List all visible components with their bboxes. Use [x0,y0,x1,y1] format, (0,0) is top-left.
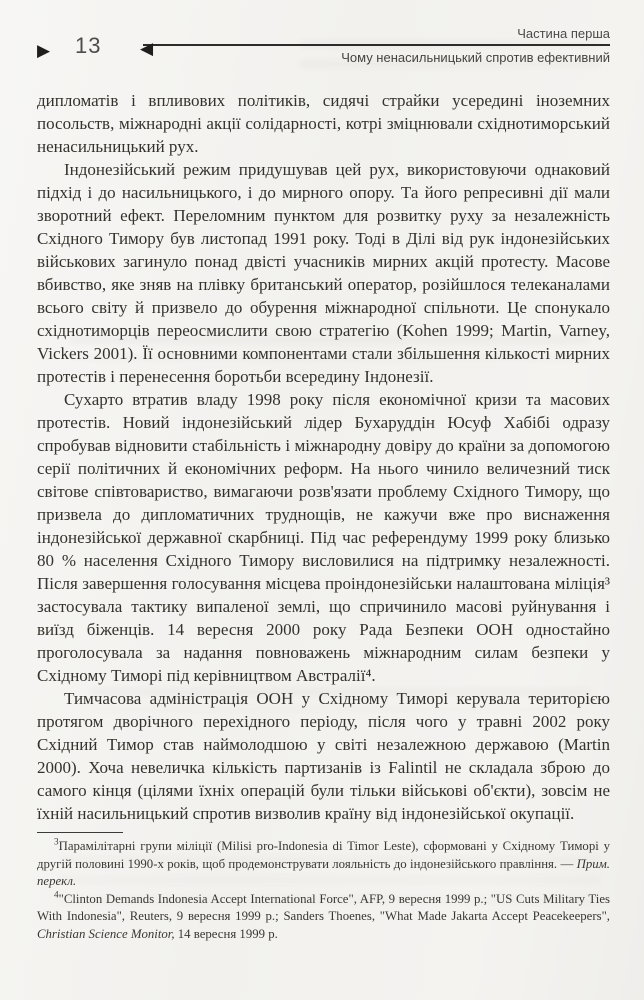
footnotes-section [37,832,610,943]
body-text [37,89,610,825]
right-triangle-icon: ▶ [37,41,51,60]
chapter-title: Чому ненасильницький спротив ефективний [341,50,610,65]
footnote-italic-text: Прим. перекл. [37,856,610,888]
page-header [37,26,610,74]
footnote-4 [37,891,610,944]
paragraph: Сухарто втратив владу 1998 року після економічної кризи та масових протестів. Новий індонезійський лідер Бухаруддін Юсуф Хабібі одразу спробував відновити стабільність і міжнародну довіру до країни за допомогою серії політичних й економічних реформ. На нього чинило величезний тиск світове співтовариство, вимагаючи розв'язати проблему Східного Тимору, що призвела до дипломатичних труднощів, не кажучи вже про виснаження індонезійської державної скарбниці. Під час референдуму 1999 року близько 80 % населення Східного Тимору висловилися на підтримку незалежності. Після завершення голосування місцева проіндонезійськи налаштована міліція³ застосувала тактику випаленої землі, що спричинило масові руйнування і виїзд біженців. 14 вересня 2000 року Рада Безпеки ООН одностайно проголосувала за надання повноважень міжнародним силам безпеки у Східному Тиморі під керівництвом Австралії⁴. [37,390,610,685]
running-head [140,26,610,65]
footnote-text: Парамілітарні групи міліції (Milisi pro-Indonesia di Timor Leste), сформовані у Східному Тиморі у другій половині 1990-х років, щоб продемонструвати лояльність до індонезійського правління. — [37,839,610,871]
footnote-3 [37,838,610,891]
footnote-marker: 4 [54,889,59,900]
footnote-text: 14 вересня 1999 р. [174,926,278,941]
page-number: 13 [75,33,102,58]
part-label: Частина перша [143,26,610,46]
paragraph: Тимчасова адміністрація ООН у Східному Тиморі керувала територією протягом дворічного перехідного періоду, після чого у травні 2002 року Східний Тимор став наймолодшою у світі незалежною державою (Martin 2000). Хоча невеличка кількість партизанів із Falintil не складала зброю до самого кінця (цілями їхніх операцій були тільки військові об'єкти), зовсім не їхній насильницький спротив визволив країну від індонезійської окупації. [37,689,610,823]
footnote-italic-text: Christian Science Monitor, [37,926,175,941]
left-triangle-icon: ◀ [140,39,154,58]
footnote-text: "Clinton Demands Indonesia Accept International Force", AFP, 9 вересня 1999 р.; "US Cuts Military Ties With Indonesia", Reuters, 9 вересня 1999 р.; Sanders Thoenes, "What Made Jakarta Accept Peacekeepers", [37,891,610,923]
footnote-marker: 3 [54,836,59,847]
footnote-separator [37,832,123,833]
paragraph: Індонезійський режим придушував цей рух, використовуючи однаковий підхід і до насильницького, і до мирного опору. Та його репресивні дії мали зворотний ефект. Переломним пунктом для розвитку руху за незалежність Східного Тимору був листопад 1991 року. Тоді в Ділі від рук індонезійських військових загинуло понад двісті учасників мирних акцій протесту. Масове вбивство, яке зняв на плівку британський оператор, розійшлося телеканалами всього світу й призвело до обурення міжнародної спільноти. Це спонукало східнотиморців переосмислити свою стратегію (Kohen 1999; Martin, Varney, Vickers 2001). Її основними компонентами стали збільшення кількості мирних протестів і перенесення боротьби всередину Індонезії. [37,160,610,386]
paragraph-continuation: дипломатів і впливових політиків, сидячі страйки усередині іноземних посольств, міжнародні акції солідарності, котрі зміцнювали східнотиморський ненасильницький рух. [37,91,610,156]
